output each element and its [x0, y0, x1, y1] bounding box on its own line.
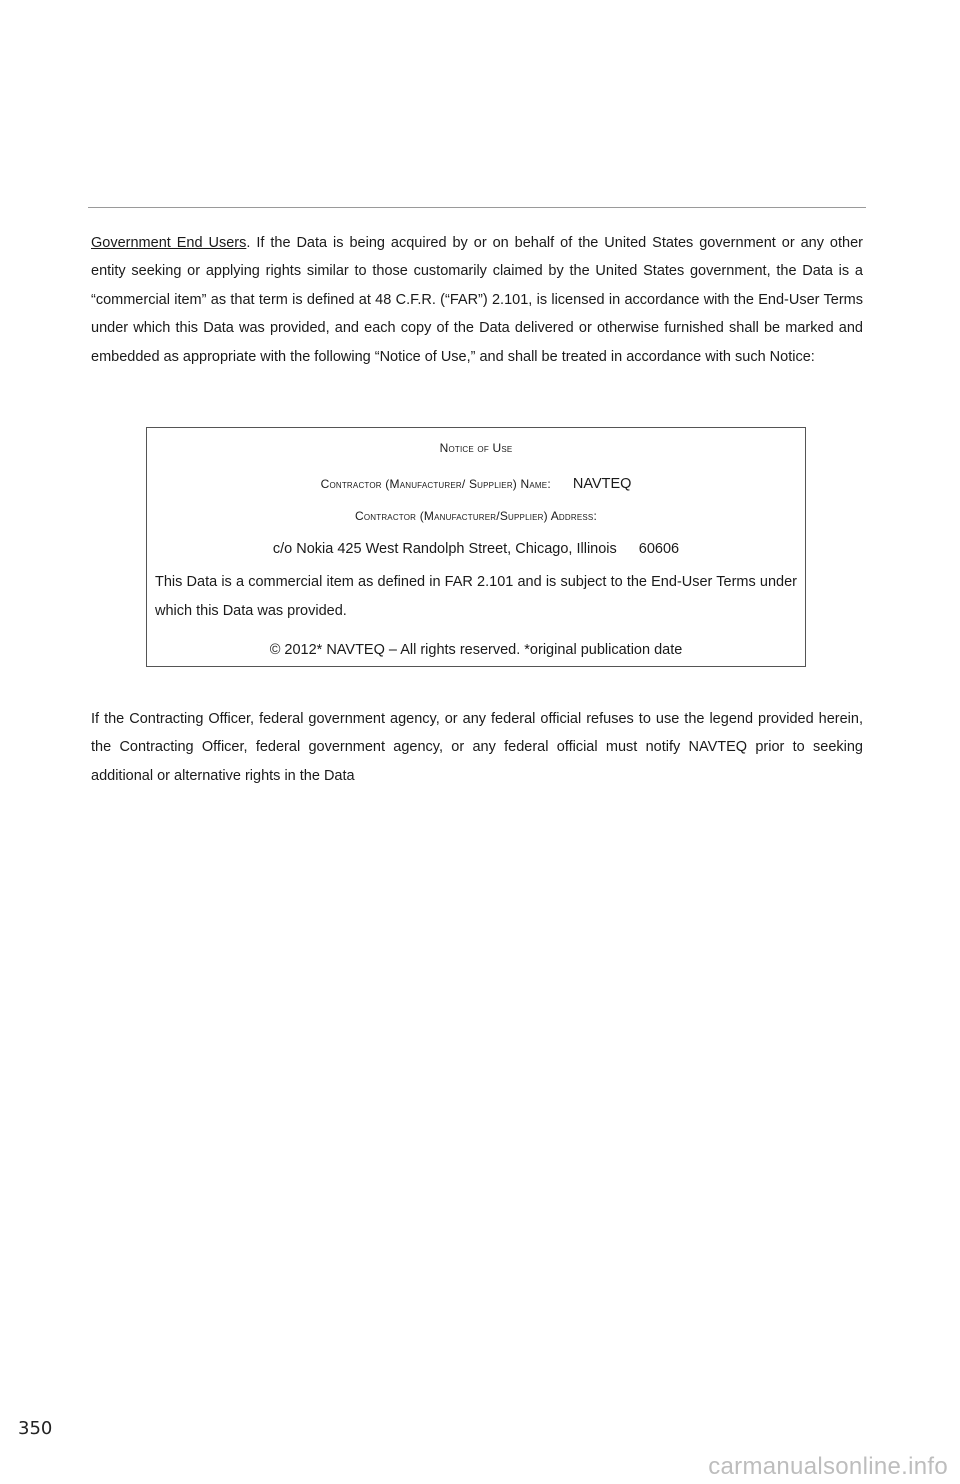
- contractor-address-line: [147, 539, 805, 559]
- government-end-users-paragraph: [91, 229, 863, 371]
- closing-paragraph: If the Contracting Officer, federal government agency, or any federal official refuses to use the legend provided herein, the Contracting Officer, federal government agency, or any federal official must notify NAVTEQ prior to seeking additional or alternative rights in the Data: [91, 711, 863, 784]
- watermark: carmanualsonline.info: [708, 1453, 948, 1480]
- notice-body: This Data is a commercial item as defined in FAR 2.101 and is subject to the End-User Terms under which this Data was provided.: [155, 574, 797, 619]
- address-zip: 60606: [638, 541, 680, 557]
- address-street: c/o Nokia 425 West Randolph Street, Chicago, Illinois: [272, 541, 617, 557]
- notice-of-use-box: [146, 427, 806, 667]
- contractor-address-label: Contractor (Manufacturer/Supplier) Address:: [354, 509, 598, 523]
- notice-copyright: © 2012* NAVTEQ – All rights reserved. *original publication date: [269, 642, 683, 658]
- section-intro: . If the Data is being acquired by or on behalf of the United States government or any other entity seeking or applying rights similar to those customarily claimed by the United States government, the Data is a “commercial item” as that term is defined at 48 C.F.R. (“FAR”) 2.101, is licensed in accordance with the End-User Terms under which this Data was provided, and each copy of the Data delivered or otherwise furnished shall be marked and embedded as appropriate with the following “Notice of Use,” and shall be treated in accordance with such Notice:: [91, 235, 863, 365]
- page-number: 350: [18, 1418, 53, 1439]
- contractor-name-line: [147, 474, 805, 494]
- section-heading: Government End Users: [91, 235, 247, 251]
- header-rule: [88, 207, 866, 208]
- contractor-name-label: Contractor (Manufacturer/ Supplier) Name:: [320, 477, 551, 491]
- contractor-name-value: NAVTEQ: [572, 476, 632, 492]
- notice-title: Notice of Use: [439, 441, 513, 455]
